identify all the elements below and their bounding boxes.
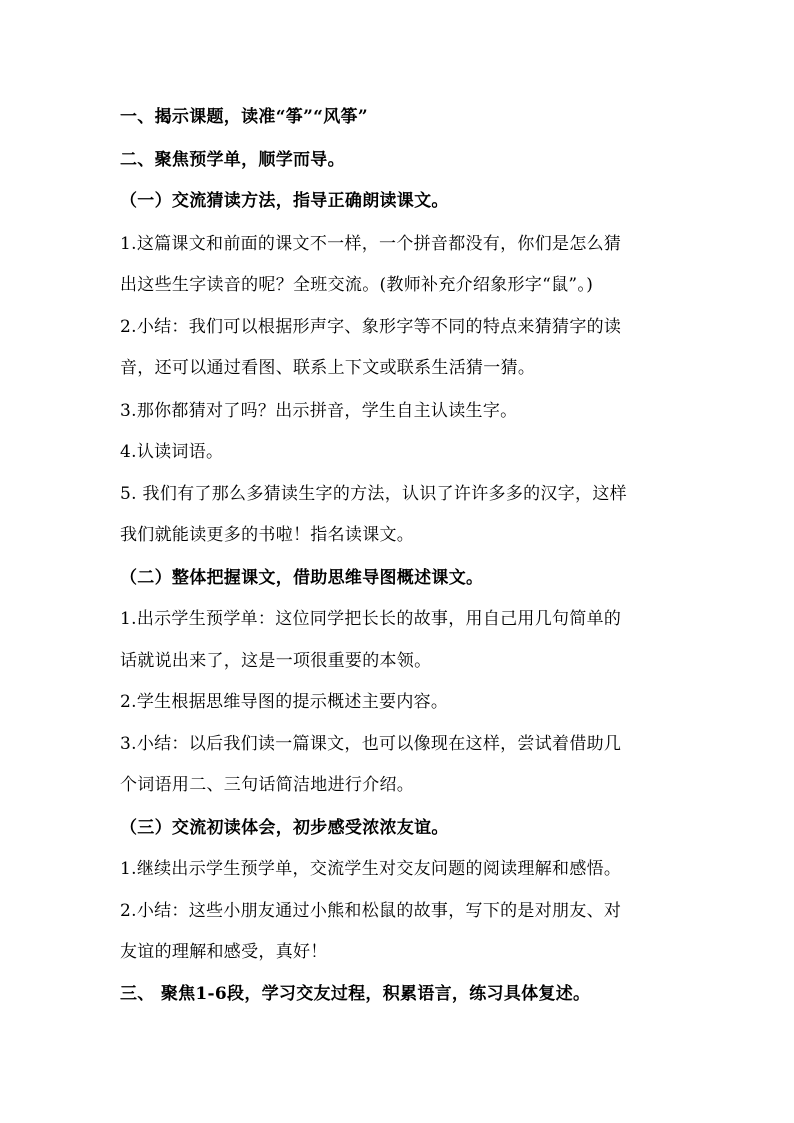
paragraph-line: 1.继续出示学生预学单，交流学生对交友问题的阅读理解和感悟。: [120, 859, 622, 879]
paragraph-line: 3.小结：以后我们读一篇课文，也可以像现在这样，尝试着借助几: [120, 734, 622, 754]
paragraph-line: 我们就能读更多的书啦！指名读课文。: [120, 525, 415, 545]
section-heading-2: 二、聚焦预学单，顺学而导。: [120, 150, 345, 170]
paragraph-line: 出这些生字读音的呢？全班交流。(教师补充介绍象形字“鼠”。): [120, 275, 594, 295]
section-heading-3: 三、 聚焦1-6段，学习交友过程，积累语言，练习具体复述。: [120, 984, 591, 1004]
subsection-heading-3: （三）交流初读体会，初步感受浓浓友谊。: [120, 818, 449, 838]
paragraph-line: 5. 我们有了那么多猜读生字的方法，认识了许许多多的汉字，这样: [120, 484, 627, 504]
section-heading-1: 一、揭示课题，读准“筝”“风筝”: [120, 107, 368, 127]
subsection-heading-2: （二）整体把握课文，借助思维导图概述课文。: [120, 568, 484, 588]
paragraph-line: 1.出示学生预学单：这位同学把长长的故事，用自己用几句简单的: [120, 609, 622, 629]
paragraph-line: 2.小结：这些小朋友通过小熊和松鼠的故事，写下的是对朋友、对: [120, 901, 622, 921]
paragraph-line: 2.学生根据思维导图的提示概述主要内容。: [120, 692, 449, 712]
paragraph-line: 2.小结：我们可以根据形声字、象形字等不同的特点来猜猜字的读: [120, 317, 622, 337]
subsection-heading-1: （一）交流猜读方法，指导正确朗读课文。: [120, 191, 449, 211]
paragraph-line: 音，还可以通过看图、联系上下文或联系生活猜一猜。: [120, 358, 536, 378]
paragraph-line: 4.认读词语。: [120, 442, 224, 462]
paragraph-line: 友谊的理解和感受，真好！: [120, 942, 328, 962]
paragraph-line: 个词语用二、三句话简洁地进行介绍。: [120, 775, 415, 795]
paragraph-line: 1.这篇课文和前面的课文不一样，一个拼音都没有，你们是怎么猜: [120, 234, 622, 254]
paragraph-line: 话就说出来了，这是一项很重要的本领。: [120, 651, 432, 671]
paragraph-line: 3.那你都猜对了吗？出示拼音，学生自主认读生字。: [120, 401, 518, 421]
